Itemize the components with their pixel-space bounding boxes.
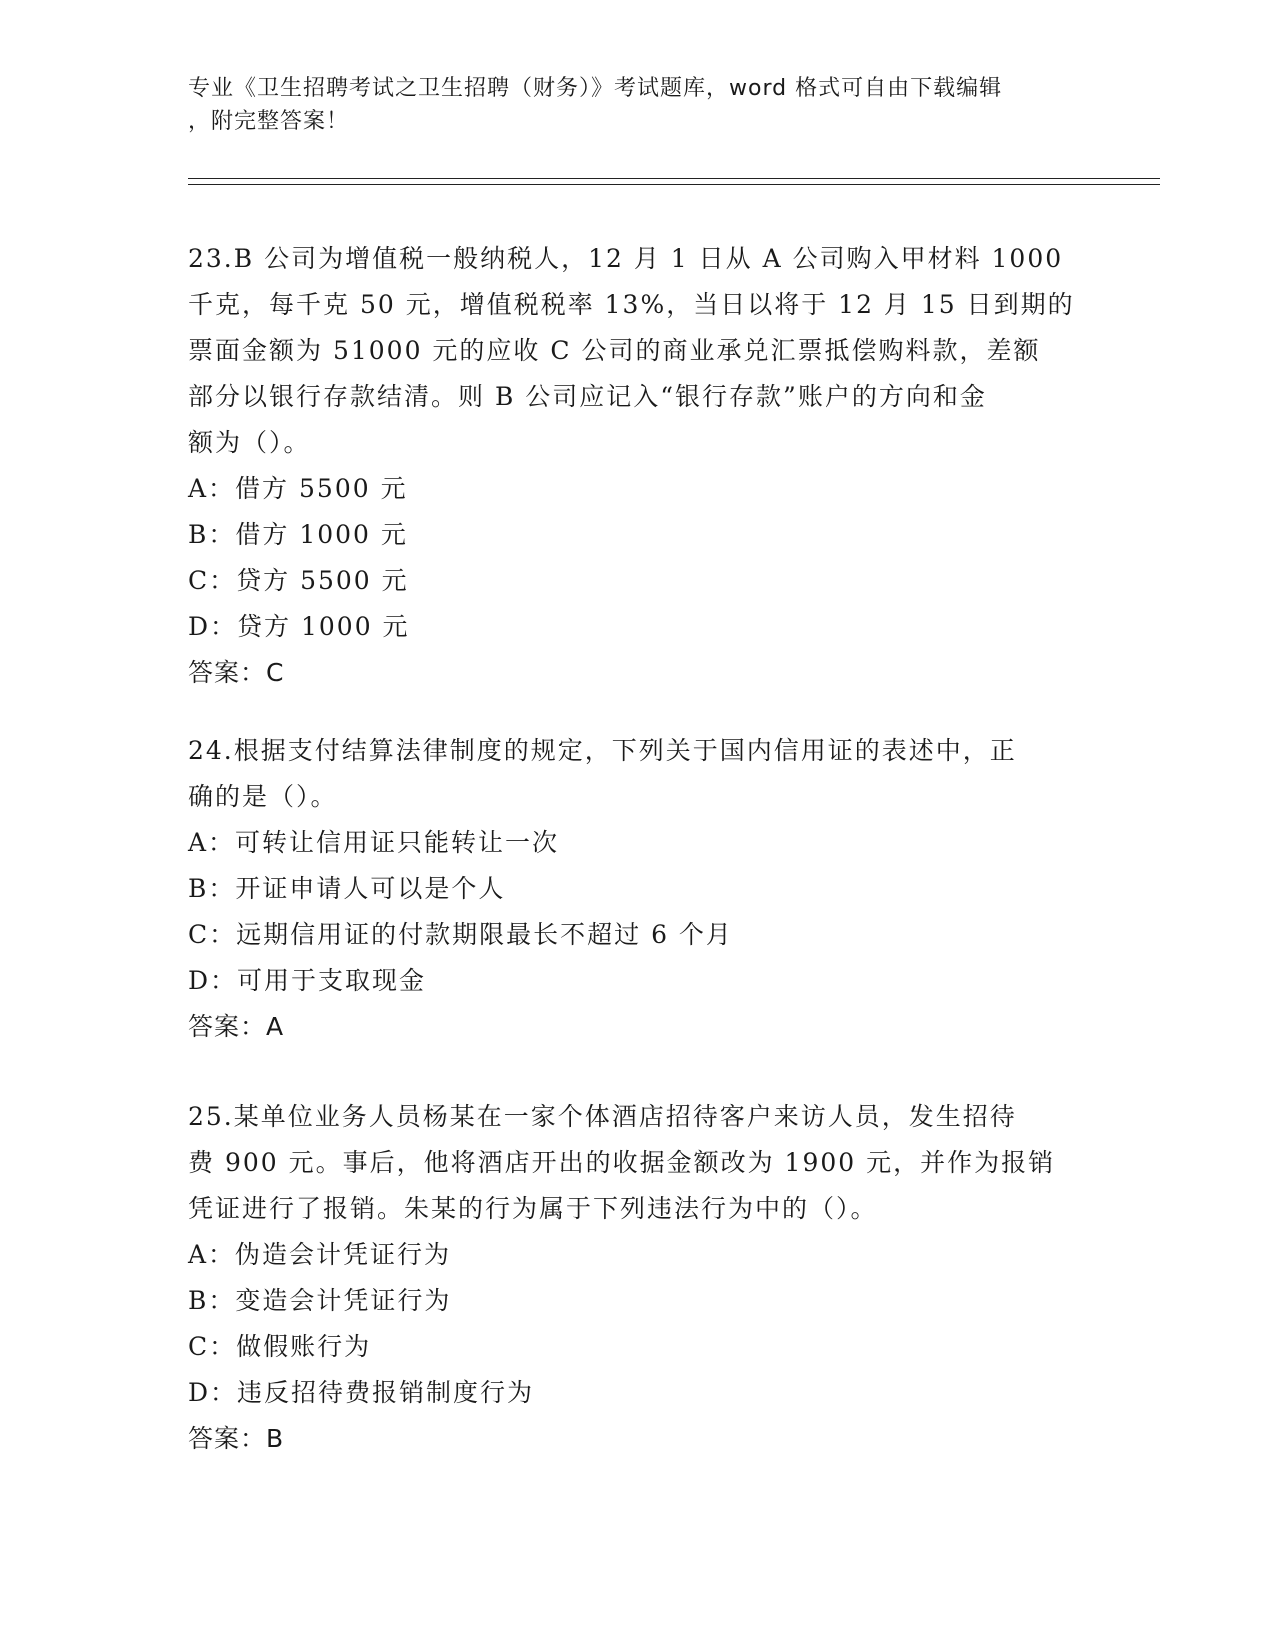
answer-line: 答案：B xyxy=(188,1424,285,1453)
option-d: D：违反招待费报销制度行为 xyxy=(188,1378,535,1407)
stem-line: 费 900 元。事后，他将酒店开出的收据金额改为 1900 元，并作为报销 xyxy=(188,1148,1056,1177)
header-divider-bottom xyxy=(188,184,1160,185)
option-b: B：借方 1000 元 xyxy=(188,520,408,549)
option-c: C：贷方 5500 元 xyxy=(188,566,409,595)
stem-line: 确的是（）。 xyxy=(188,782,338,811)
header-line-2: ，附完整答案！ xyxy=(188,109,350,134)
option-b: B：变造会计凭证行为 xyxy=(188,1286,452,1315)
header-line-1: 专业《卫生招聘考试之卫生招聘（财务）》考试题库，word 格式可自由下载编辑 xyxy=(188,76,1003,101)
question-stem xyxy=(188,236,1088,466)
stem-line: 票面金额为 51000 元的应收 C 公司的商业承兑汇票抵偿购料款，差额 xyxy=(188,336,1041,365)
stem-line: 25.某单位业务人员杨某在一家个体酒店招待客户来访人员，发生招待 xyxy=(188,1102,1017,1131)
option-a: A：可转让信用证只能转让一次 xyxy=(188,828,560,857)
option-c: C：远期信用证的付款期限最长不超过 6 个月 xyxy=(188,920,733,949)
answer-line: 答案：C xyxy=(188,658,285,687)
question-23 xyxy=(188,236,1088,696)
option-d: D：可用于支取现金 xyxy=(188,966,427,995)
header-divider-top xyxy=(188,178,1160,179)
question-25 xyxy=(188,1094,1088,1462)
option-a: A：借方 5500 元 xyxy=(188,474,408,503)
stem-line: 24.根据支付结算法律制度的规定，下列关于国内信用证的表述中，正 xyxy=(188,736,1017,765)
stem-line: 额为（）。 xyxy=(188,428,311,457)
document-header xyxy=(188,72,1088,138)
stem-line: 千克，每千克 50 元，增值税税率 13%，当日以将于 12 月 15 日到期的 xyxy=(188,290,1075,319)
question-stem xyxy=(188,1094,1088,1232)
answer-line: 答案：A xyxy=(188,1012,285,1041)
option-c: C：做假账行为 xyxy=(188,1332,372,1361)
stem-line: 部分以银行存款结清。则 B 公司应记入“银行存款”账户的方向和金 xyxy=(188,382,987,411)
stem-line: 凭证进行了报销。朱某的行为属于下列违法行为中的（）。 xyxy=(188,1194,878,1223)
stem-line: 23.B 公司为增值税一般纳税人，12 月 1 日从 A 公司购入甲材料 1000 xyxy=(188,244,1064,273)
question-stem xyxy=(188,728,1088,820)
option-b: B：开证申请人可以是个人 xyxy=(188,874,506,903)
option-a: A：伪造会计凭证行为 xyxy=(188,1240,452,1269)
option-d: D：贷方 1000 元 xyxy=(188,612,410,641)
question-24 xyxy=(188,728,1088,1050)
